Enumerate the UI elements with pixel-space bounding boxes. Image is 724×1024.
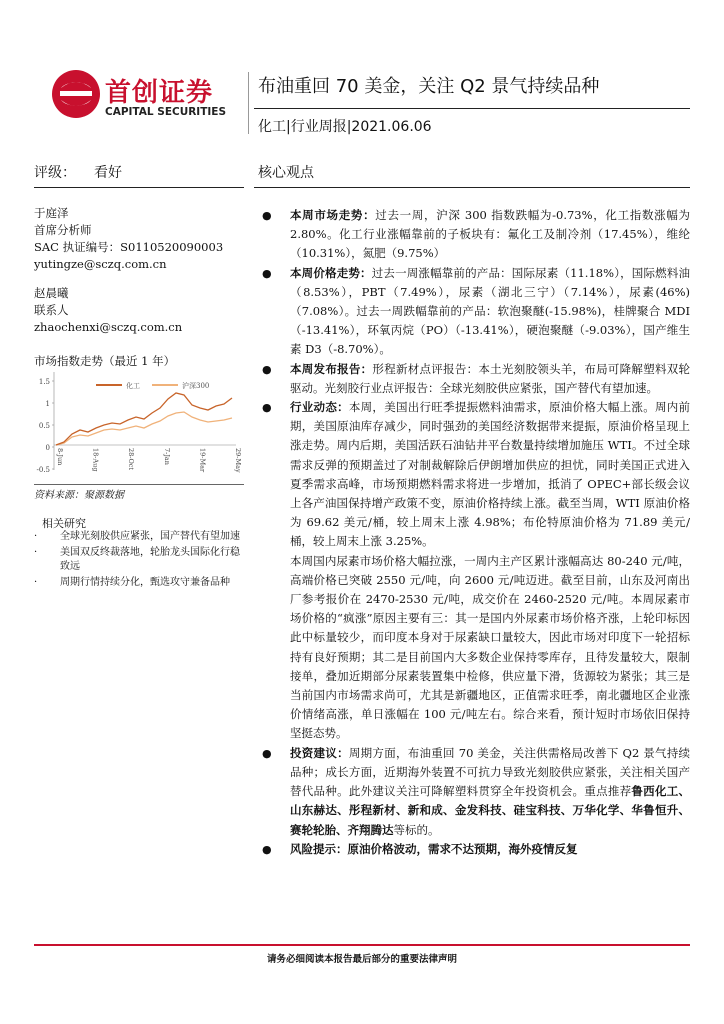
legend-label-chem: 化工 — [126, 382, 140, 390]
related-item[interactable]: · 全球光刻胶供应紧张，国产替代有望加速 — [34, 531, 240, 542]
analyst-role: 首席分析师 — [34, 223, 92, 237]
section-rule-right — [254, 187, 690, 188]
x-tick-label: 18-Aug — [91, 448, 100, 472]
market-index-chart — [30, 368, 242, 484]
footer-rule — [34, 944, 690, 946]
chart-source-rule — [34, 484, 244, 485]
bullet-dot-icon: · — [34, 547, 38, 558]
core-bullet-industry: ● 行业动态：本周，美国出行旺季提振燃料油需求，原油价格大幅上涨。周内前期，美国原油库存减少，同时强劲的美国经济数据带来提振，原油价格呈现上涨走势。周内后期，美国活跃石油钻井平台数量持续增加施压 WTI。不过全球需求反弹的预期盖过了对制裁解除后伊朗增加供应的担忧，同时美国正式进入夏季需求高峰，市场预期燃料需求将进一步增加，抵消了 OPEC+部长级会议上各产油国保持增产政策不变，原油价格持续上涨。截至当周，WTI 原油价格为 69.62 美元/桶，较上周末上涨 4.98%；布伦特原油价格为 71.89 美元/桶，较上周末上涨 3.25%。 — [262, 400, 691, 549]
x-tick-label: 7-Jan — [162, 448, 171, 465]
x-tick-label: 8-Jun — [56, 448, 64, 466]
footer-disclaimer: 请务必细阅读本报告最后部分的重要法律声明 — [266, 954, 457, 965]
chart-svg — [30, 368, 242, 484]
bullet-icon: ● — [262, 401, 272, 415]
bullet-icon: ● — [262, 209, 272, 222]
chart-source: 资料来源：聚源数据 — [34, 490, 124, 501]
title-rule — [254, 108, 690, 109]
company-logo — [47, 66, 247, 126]
header-divider — [248, 72, 249, 134]
core-bullet-market: ● 本周市场走势：过去一周，沪深 300 指数跌幅为-0.73%，化工指数涨幅为 2.80%。化工行业涨幅靠前的子板块有：氟化工及制冷剂（17.45%），维纶（10.31%），氮肥（9.75%） — [262, 208, 691, 261]
core-title: 核心观点 — [258, 165, 314, 181]
core-bullet-reports: ● 本周发布报告：形程新材点评报告：本土光刻胶领头羊，布局可降解塑料双轮驱动。光刻胶行业点评报告：全球光刻胶供应紧张，国产替代有望加速。 — [262, 361, 691, 395]
chart-title: 市场指数走势（最近 1 年） — [34, 354, 176, 368]
y-tick-label: 0 — [45, 444, 50, 452]
core-bullet-investment: ● 投资建议：周期方面，布油重回 70 美金，关注供需格局改善下 Q2 景气持续品种；成长方面，近期海外装置不可抗力导致光刻胶供应紧张，关注相关国产替代品种。此外建议关注可降解塑料贯穿全年投资机会。重点推荐鲁西化工、山东赫达、彤程新材、新和成、金发科技、硅宝科技、万华化学、华鲁恒升、赛轮轮胎、齐翔腾达等标的。 — [262, 745, 691, 837]
y-tick-label: 0.5 — [38, 422, 50, 430]
analyst-2 — [34, 285, 182, 336]
related-title: 相关研究 — [42, 517, 86, 530]
core-bullet-price: ● 本周价格走势：过去一周涨幅靠前的产品：国际尿素（11.18%），国际燃料油（8.53%），PBT（7.49%），尿素（湖北三宁）（7.14%），尿素(46%)（7.08%）。过去一周跌幅靠前的产品：软泡聚醚(-15.98%)，桂牌聚合 MDI（-13.41%），环氧丙烷（PO）（-13.41%），硬泡聚醚（-9.03%），国产维生素 D3（-8.70%）。 — [262, 265, 690, 357]
report-title: 布油重回 70 美金，关注 Q2 景气持续品种 — [258, 76, 600, 97]
analyst-email: zhaochenxi@sczq.com.cn — [34, 320, 183, 334]
logo-en-text: CAPITAL SECURITIES — [105, 106, 227, 118]
legend-label-hs300: 沪深300 — [182, 382, 210, 390]
analyst-sac: SAC 执证编号：S0110520090003 — [34, 240, 224, 254]
analyst-email: yutingze@sczq.com.cn — [34, 257, 167, 271]
analyst-role: 联系人 — [34, 303, 69, 317]
y-tick-label: 1 — [45, 400, 50, 408]
y-tick-label: 1.5 — [38, 378, 50, 386]
bullet-dot-icon: · — [34, 577, 38, 588]
analyst-name: 于庭泽 — [34, 206, 69, 220]
related-item[interactable]: · 美国双反终裁落地，轮胎龙头国际化行稳致远 — [34, 547, 240, 572]
rating-value: 看好 — [94, 165, 122, 181]
bullet-icon: ● — [262, 746, 272, 760]
y-tick-label: -0.5 — [36, 466, 50, 474]
related-list — [34, 530, 246, 592]
rating — [34, 162, 140, 182]
bullet-icon: ● — [262, 362, 272, 376]
core-paragraph-urea: 本周国内尿素市场价格大幅拉涨，一周内主产区累计涨幅高达 80-240 元/吨，高端价格已突破 2550 元/吨，向 2600 元/吨迈进。截至目前，山东及河南出厂参考报价在 2470-2530 元/吨，成交价在 2460-2520 元/吨。本周尿素市场价格的“疯涨”原因主要有三：其一是国内外尿素市场价格齐涨，上轮印标因此中标量较少，而印度本身对于尿素缺口量较大，因此市场对印度下一轮招标持有良好预期；其二是目前国内大多数企业保持零库存，且待发量较大，限制接单，叠加近期部分尿素装置集中检修，供应量下滑，货源较为紧张；其三是当前国内市场需求尚可，尤其是新疆地区，正值需求旺季，南北疆地区企业涨价情绪高涨，单日涨幅在 100 元/吨左右。综合来看，预计短时市场依旧保持坚挺态势。 — [290, 553, 690, 741]
logo-cn-text: 首创证券 — [105, 78, 214, 108]
section-rule-left — [34, 187, 244, 188]
rating-label: 评级： — [34, 165, 76, 181]
bullet-icon: ● — [262, 842, 272, 856]
bullet-dot-icon: · — [34, 531, 38, 542]
core-viewpoints — [262, 206, 690, 859]
report-subtitle: 化工|行业周报|2021.06.06 — [258, 119, 432, 135]
related-item[interactable]: · 周期行情持续分化，甄选攻守兼备品种 — [34, 577, 230, 588]
x-tick-label: 28-Oct — [127, 448, 136, 471]
analyst-1 — [34, 205, 223, 273]
analyst-name: 赵晨曦 — [34, 286, 69, 300]
x-tick-label: 19-Mar — [198, 448, 207, 473]
x-tick-label: 29-May — [234, 448, 242, 473]
core-bullet-risk: ● 风险提示：原油价格波动，需求不达预期，海外疫情反复 — [262, 840, 690, 859]
bullet-icon: ● — [262, 266, 272, 280]
